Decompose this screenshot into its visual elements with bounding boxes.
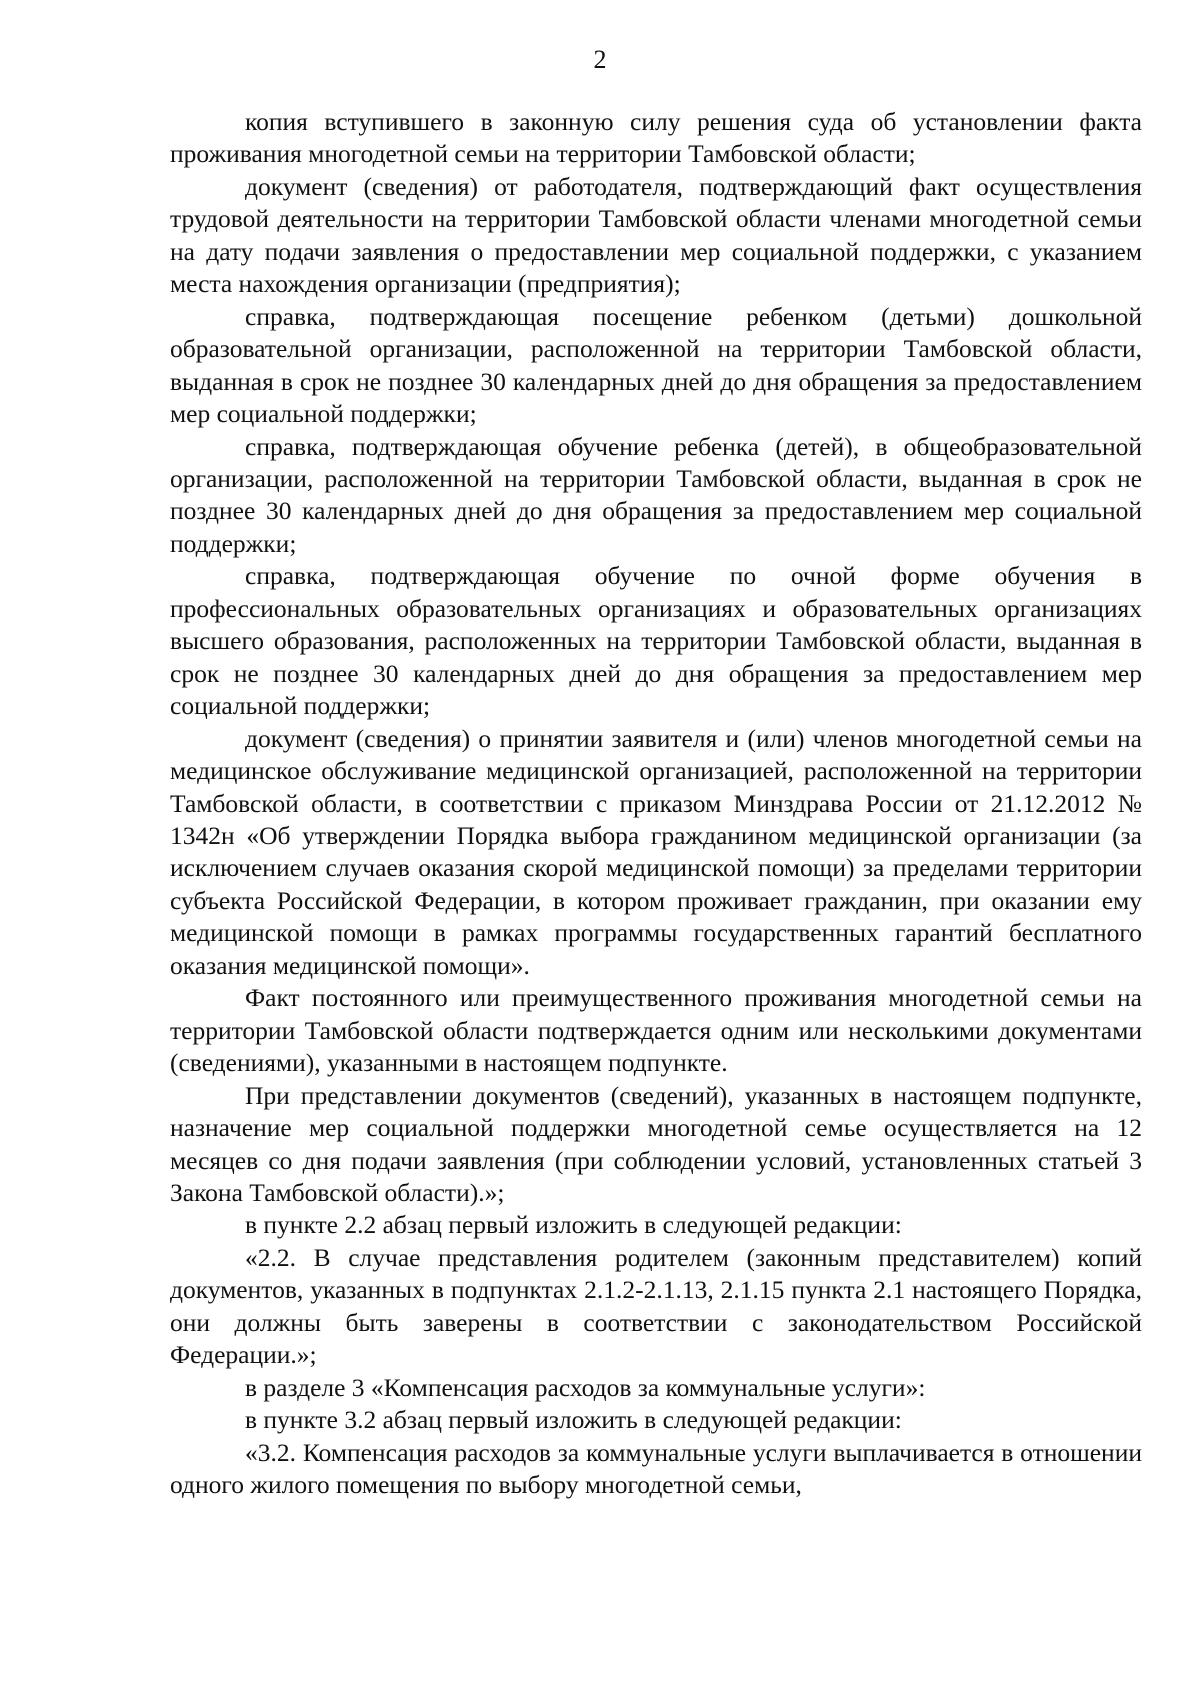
paragraph: в разделе 3 «Компенсация расходов за коммунальные услуги»: <box>245 1372 926 1402</box>
paragraph: копия вступившего в законную силу решения суда об установлении факта проживания многодетной семьи на территории Тамбовской области; <box>170 107 1142 169</box>
paragraph: «3.2. Компенсация расходов за коммунальные услуги выплачивается в отношении одного жилого помещения по выбору многодетной семьи, <box>170 1437 1142 1500</box>
paragraph: справка, подтверждающая обучение по очной форме обучения в профессиональных образовательных организациях и образовательных организациях высшего образования, расположенных на территории Тамбовской области, выданная в срок не позднее 30 календарных дней до дня обращения за предоставлением мер социальной поддержки; <box>170 561 1142 721</box>
paragraph: в пункте 2.2 абзац первый изложить в следующей редакции: <box>245 1210 902 1240</box>
paragraph: документ (сведения) о принятии заявителя и (или) членов многодетной семьи на медицинское обслуживание медицинской организацией, расположенной на территории Тамбовской области, в соответствии с приказом Минздрава России от 21.12.2012 № 1342н «Об утверждении Порядка выбора гражданином медицинской организации (за исключением случаев оказания скорой медицинской помощи) за пределами территории субъекта Российской Федерации, в котором проживает гражданин, при оказании ему медицинской помощи в рамках программы государственных гарантий бесплатного оказания медицинской помощи». <box>170 723 1142 980</box>
paragraph: в пункте 3.2 абзац первый изложить в следующей редакции: <box>245 1405 902 1435</box>
paragraph: справка, подтверждающая посещение ребенком (детьми) дошкольной образовательной организации, расположенной на территории Тамбовской области, выданная в срок не позднее 30 календарных дней до дня обращения за предоставлением мер социальной поддержки; <box>170 301 1142 429</box>
paragraph: документ (сведения) от работодателя, подтверждающий факт осуществления трудовой деятельности на территории Тамбовской области членами многодетной семьи на дату подачи заявления о предоставлении мер социальной поддержки, с указанием места нахождения организации (предприятия); <box>170 171 1142 299</box>
paragraph: справка, подтверждающая обучение ребенка (детей), в общеобразовательной организации, расположенной на территории Тамбовской области, выданная в срок не позднее 30 календарных дней до дня обращения за предоставлением мер социальной поддержки; <box>170 431 1142 558</box>
page-number: 2 <box>593 45 607 74</box>
paragraph: При представлении документов (сведений), указанных в настоящем подпункте, назначение мер социальной поддержки многодетной семье осуществляется на 12 месяцев со дня подачи заявления (при соблюдении условий, установленных статьей 3 Закона Тамбовской области).»; <box>170 1080 1142 1207</box>
paragraph: «2.2. В случае представления родителем (законным представителем) копий документов, указанных в подпунктах 2.1.2-2.1.13, 2.1.15 пункта 2.1 настоящего Порядка, они должны быть заверены в соответствии с законодательством Российской Федерации.»; <box>170 1242 1142 1370</box>
paragraph: Факт постоянного или преимущественного проживания многодетной семьи на территории Тамбовской области подтверждается одним или несколькими документами (сведениями), указанными в настоящем подпункте. <box>170 983 1142 1078</box>
document-body <box>170 106 1142 1501</box>
